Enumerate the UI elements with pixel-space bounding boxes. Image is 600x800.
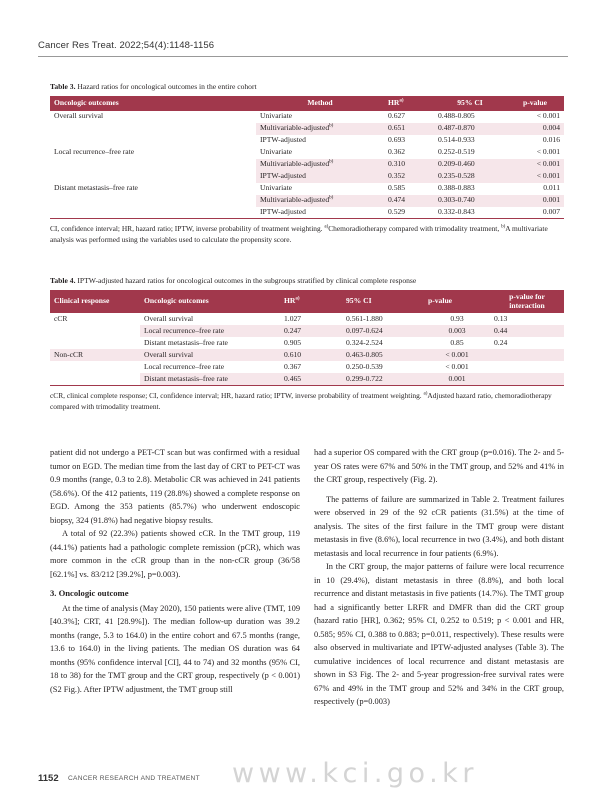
cell: 0.13: [494, 314, 508, 324]
cell: 0.85: [450, 338, 464, 348]
cell: IPTW-adjusted: [256, 207, 384, 219]
cell: Local recurrence–free rate: [54, 147, 135, 157]
paragraph: had a superior OS compared with the CRT group (p=0.016). The 2- and 5-year OS rates were 67% and 50% in the TMT group, and 52% and 41% in the CRT group, respectively (Fig. 2).: [314, 448, 564, 484]
table-4-header-hr-text: HR: [284, 296, 296, 306]
cell: [50, 159, 256, 171]
cell: Distant metastasis–free rate: [144, 338, 228, 348]
cell: 0.299-0.722: [342, 373, 424, 385]
cell-text: Multivariable-adjusted: [260, 159, 330, 169]
table-4-note-sup-a: a): [423, 391, 428, 397]
running-head: Cancer Res Treat. 2022;54(4):1148-1156: [38, 40, 215, 51]
table-row: [50, 337, 564, 349]
cell: 0.252-0.519: [438, 147, 475, 157]
cell: 0.303-0.740: [434, 195, 506, 207]
table-row: [50, 147, 564, 159]
cell: 0.097-0.624: [342, 325, 424, 337]
cell: 0.332-0.843: [434, 207, 506, 219]
cell: 0.93: [450, 314, 464, 324]
table-4-note-2: Adjusted hazard ratio, chemoradiotherapy compared with trimodality treatment.: [50, 391, 552, 411]
cell: Local recurrence–free rate: [140, 325, 280, 337]
cell: Local recurrence–free rate: [144, 362, 225, 372]
cell: [50, 207, 256, 219]
mv-sup: b): [329, 123, 334, 129]
mv-sup: b): [329, 195, 334, 201]
section-heading: 3. Oncologic outcome: [50, 588, 129, 598]
cell: 0.001: [506, 195, 564, 207]
table-3-header-hr: [384, 96, 434, 111]
table-4-caption: [50, 276, 564, 285]
cell: Non-cCR: [50, 349, 140, 361]
table-row: [50, 373, 564, 385]
journal-name: CANCER RESEARCH AND TREATMENT: [68, 775, 200, 782]
cell: [50, 337, 140, 349]
paragraph: A total of 92 (22.3%) patients showed cCR. In the TMT group, 119 (44.1%) patients had a pathologic complete remission (pCR), which was more common in the cCR group than in the non-cCR group (36/58 [62.1%] vs. 83/212 [39.2%], p=0.003).: [50, 529, 300, 579]
cell: [50, 123, 256, 135]
cell: 0.250-0.539: [346, 362, 383, 372]
cell: 0.474: [384, 195, 434, 207]
table-4-note-1: cCR, clinical complete response; CI, confidence interval; HR, hazard ratio; IPTW, inverse probability of treatment weighting.: [50, 391, 422, 401]
table-3-note-2: Chemoradiotherapy compared with trimodality treatment,: [328, 224, 500, 234]
cell: 0.011: [543, 183, 560, 193]
cell: [50, 361, 140, 373]
table-3-header-outcomes: Oncologic outcomes: [54, 98, 119, 107]
cell: Univariate: [260, 147, 293, 157]
table-row: [50, 313, 564, 325]
cell: < 0.001: [506, 171, 564, 183]
table-3-header-hr-sup: a): [399, 98, 404, 104]
paragraph: At the time of analysis (May 2020), 150 patients were alive (TMT, 109 [40.3%]; CRT, 41 [28.9%]). The median follow-up duration was 39.2 months (range, 5.3 to 164.0) in the entire cohort and 67.5 months (range, 13.6 to 164.0) in the living patients. The median OS duration was 64 months (95% confidence interval [CI], 44 to 74) and 32 months (95% CI, 18 to 38) for the TMT group and the CRT group, respectively (p < 0.001) (S2 Fig.). After IPTW adjustment, the TMT group still: [50, 603, 301, 694]
table-4-header-interaction: p-value for interaction: [509, 292, 545, 310]
table-4-title: IPTW-adjusted hazard ratios for oncological outcomes in the subgroups stratified by clinical complete response: [77, 276, 417, 285]
table-3: [50, 82, 564, 246]
table-3-note-1: CI, confidence interval; HR, hazard ratio; IPTW, inverse probability of treatment weighting.: [50, 224, 323, 234]
cell: 0.610: [280, 349, 342, 361]
table-row: [50, 111, 564, 123]
table-4-header-pvalue: p-value: [428, 296, 453, 306]
table-4-header-hr: [280, 290, 342, 313]
cell: < 0.001: [536, 111, 560, 121]
page-number: 1152: [38, 773, 59, 784]
cell: 0.44: [490, 325, 564, 337]
table-4-header-response: Clinical response: [54, 296, 110, 306]
cell: < 0.001: [445, 362, 469, 372]
cell: 0.004: [506, 123, 564, 135]
cell: 0.352: [384, 171, 434, 183]
table-4-footnote: [50, 391, 564, 412]
table-3-header-row: [50, 96, 564, 111]
cell: 0.627: [388, 111, 406, 121]
cell: Univariate: [260, 111, 293, 121]
table-3-note-3: A multivariate analysis was performed using the variables used to calculate the propensity score.: [50, 224, 548, 245]
cell: 0.310: [384, 159, 434, 171]
cell: < 0.001: [424, 349, 490, 361]
cell: 0.388-0.883: [438, 183, 475, 193]
table-row: [50, 207, 564, 219]
cell: IPTW-adjusted: [256, 171, 384, 183]
table-4-header-outcomes: Oncologic outcomes: [144, 296, 209, 306]
body-column-right: [314, 446, 564, 709]
table-3-footnote: [50, 224, 564, 245]
cell: 0.905: [284, 338, 302, 348]
cell-text: Multivariable-adjusted: [260, 123, 330, 133]
cell: [490, 349, 564, 361]
cell: [50, 373, 140, 385]
watermark: www.kci.go.kr: [232, 758, 478, 789]
cell: [50, 135, 256, 147]
table-4: [50, 276, 564, 413]
table-3-header-ci: 95% CI: [457, 98, 483, 107]
paragraph: patient did not undergo a PET-CT scan but was confirmed with a residual tumor on EGD. The median time from the last day of CRT to PET-CT was 0.9 months (range, 0.3 to 2.8). Metabolic CR was achieved in 241 patients (58.6%). Of the 412 patients, 119 (28.8%) showed a complete response on EGD. Among the 353 patients (85.7%) who underwent endoscopic biopsy, 324 (91.8%) had negative biopsy results.: [50, 448, 300, 525]
cell: [256, 123, 384, 135]
cell: 0.514-0.933: [438, 135, 475, 145]
mv-sup: b): [329, 159, 334, 165]
cell: 0.487-0.870: [434, 123, 506, 135]
cell: 0.585: [388, 183, 406, 193]
table-3-header-pvalue: p-value: [522, 98, 548, 107]
cell: Overall survival: [140, 349, 280, 361]
table-4-header-row: [50, 290, 564, 313]
cell: 0.367: [284, 362, 302, 372]
cell: Overall survival: [54, 111, 104, 121]
table-3-header-method: Method: [307, 98, 333, 107]
table-4-grid: [50, 290, 564, 386]
table-row: [50, 349, 564, 361]
cell: [256, 195, 384, 207]
cell: 0.362: [388, 147, 406, 157]
cell: 0.016: [542, 135, 560, 145]
table-3-label: Table 3.: [50, 82, 76, 91]
cell: 0.235-0.528: [434, 171, 506, 183]
cell: 0.001: [424, 373, 490, 385]
table-3-note-sup-a: a): [324, 224, 329, 230]
table-row: [50, 183, 564, 195]
table-3-note-sup-b: b): [501, 224, 506, 230]
table-3-header-hr-text: HR: [388, 98, 400, 107]
header-rule: [38, 56, 568, 57]
cell: 0.324-2.524: [346, 338, 383, 348]
cell: 0.529: [384, 207, 434, 219]
table-3-grid: [50, 96, 564, 219]
cell: [50, 171, 256, 183]
cell: < 0.001: [536, 147, 560, 157]
cell: [490, 373, 564, 385]
cell: 1.027: [284, 314, 302, 324]
cell: 0.693: [388, 135, 406, 145]
table-row: [50, 361, 564, 373]
table-3-caption: [50, 82, 564, 91]
cell: 0.561-1.880: [346, 314, 383, 324]
table-row: [50, 135, 564, 147]
paragraph: In the CRT group, the major patterns of failure were local recurrence in 10 (29.4%), distant metastasis in three (8.8%), and both local recurrence and distant metastasis in five patients (14.7%). The TMT group had a significantly better LRFR and DMFR than did the CRT group (hazard ratio [HR], 0.362; 95% CI, 0.252 to 0.519; p < 0.001 and HR, 0.585; 95% CI, 0.388 to 0.883; p=0.011, respectively). These results were also observed in multivariate and IPTW-adjusted analyses (Table 3). The cumulative incidences of local recurrence and distant metastasis are shown in S3 Fig. The 2- and 5-year progression-free survival rates were 67% and 49% in the TMT group and 52% and 34% in the CRT group, respectively (p=0.003): [314, 562, 564, 706]
cell: IPTW-adjusted: [260, 135, 306, 145]
table-row: [50, 325, 564, 337]
table-4-header-hr-sup: a): [295, 296, 300, 302]
cell: 0.651: [384, 123, 434, 135]
cell: Univariate: [260, 183, 293, 193]
cell: 0.247: [280, 325, 342, 337]
table-row: [50, 195, 564, 207]
cell: cCR: [54, 314, 68, 324]
table-4-header-ci: 95% CI: [346, 296, 372, 306]
table-3-title: Hazard ratios for oncological outcomes in the entire cohort: [77, 82, 257, 91]
cell: 0.24: [494, 338, 508, 348]
cell: < 0.001: [506, 159, 564, 171]
cell: [256, 159, 384, 171]
cell: 0.465: [280, 373, 342, 385]
cell: 0.003: [424, 325, 490, 337]
cell: Distant metastasis–free rate: [54, 183, 138, 193]
table-4-label: Table 4.: [50, 276, 76, 285]
cell: 0.209-0.460: [434, 159, 506, 171]
cell: [50, 325, 140, 337]
cell: 0.463-0.805: [342, 349, 424, 361]
cell-text: Multivariable-adjusted: [260, 195, 330, 205]
table-row: [50, 123, 564, 135]
table-row: [50, 171, 564, 183]
cell: [50, 195, 256, 207]
paragraph: The patterns of failure are summarized in Table 2. Treatment failures were observed in 29 of the 92 cCR patients (31.5%) at the time of analysis. The sites of the first failure in the TMT group were distant metastasis in five (8.6%), local recurrence in two (3.4%), and both distant metastasis and local recurrence in four patients (6.9%).: [314, 494, 564, 558]
cell: 0.007: [506, 207, 564, 219]
cell: Distant metastasis–free rate: [140, 373, 280, 385]
cell: [490, 361, 564, 373]
body-column-left: [50, 446, 300, 696]
cell: Overall survival: [144, 314, 194, 324]
cell: 0.488-0.805: [438, 111, 475, 121]
table-row: [50, 159, 564, 171]
